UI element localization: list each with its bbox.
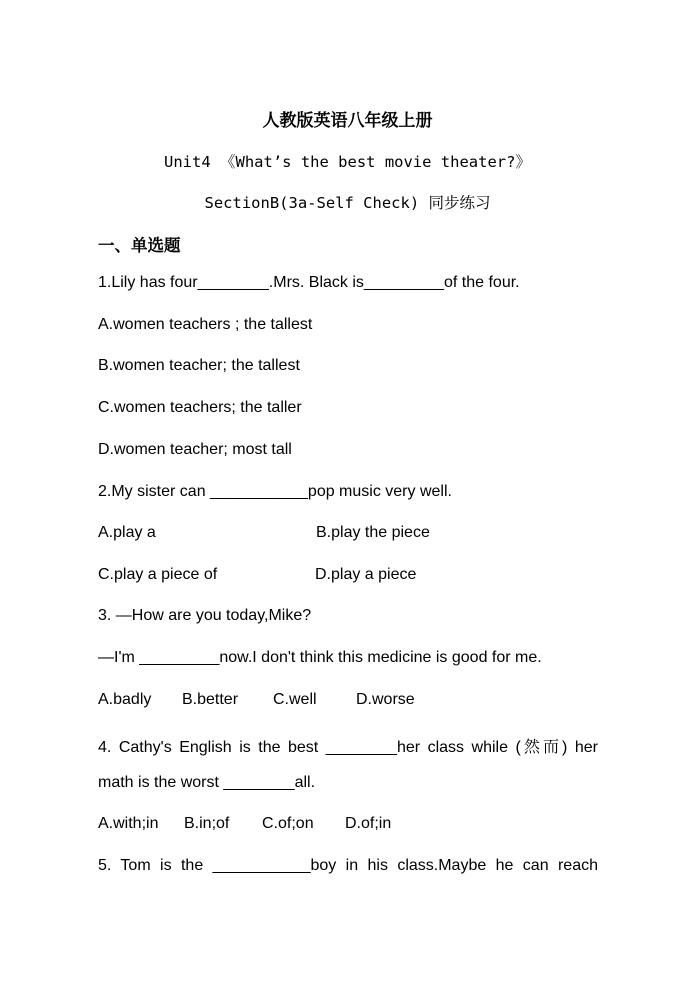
question-1-stem: 1.Lily has four________.Mrs. Black is_________of the four. bbox=[98, 274, 520, 291]
unit-subtitle: Unit4 《What’s the best movie theater?》 bbox=[164, 153, 531, 171]
document-title: 人教版英语八年级上册 bbox=[262, 111, 433, 131]
question-4-stem-continued: math is the worst ________all. bbox=[98, 774, 316, 791]
question-4-option-a: A.with;in bbox=[98, 815, 159, 832]
question-2-stem: 2.My sister can ___________pop music very well. bbox=[98, 483, 452, 500]
question-2-option-a: A.play a bbox=[98, 524, 156, 541]
question-3-option-b: B.better bbox=[182, 691, 239, 708]
question-2-option-d: D.play a piece bbox=[315, 566, 417, 583]
question-1-option-a: A.women teachers ; the tallest bbox=[98, 316, 313, 333]
question-1-option-b: B.women teacher; the tallest bbox=[98, 357, 300, 374]
question-1-option-d: D.women teacher; most tall bbox=[98, 441, 292, 458]
question-4-stem: 4. Cathy's English is the best ________her class while (然而) her bbox=[98, 739, 598, 756]
question-1-option-c: C.women teachers; the taller bbox=[98, 399, 302, 416]
section-subtitle: SectionB(3a-Self Check) 同步练习 bbox=[204, 194, 491, 212]
question-5-stem: 5. Tom is the ___________boy in his class.Maybe he can reach bbox=[98, 857, 598, 874]
question-4-option-b: B.in;of bbox=[184, 815, 230, 832]
question-3-stem: 3. —How are you today,Mike? bbox=[98, 607, 312, 624]
question-3-option-d: D.worse bbox=[356, 691, 415, 708]
question-4-option-d: D.of;in bbox=[345, 815, 392, 832]
question-2-option-b: B.play the piece bbox=[316, 524, 430, 541]
question-3-option-a: A.badly bbox=[98, 691, 152, 708]
question-2-option-c: C.play a piece of bbox=[98, 566, 218, 583]
question-4-option-c: C.of;on bbox=[262, 815, 314, 832]
question-3-option-c: C.well bbox=[273, 691, 317, 708]
section-heading: 一、单选题 bbox=[98, 236, 181, 255]
question-3-stem-continued: —I'm _________now.I don't think this medicine is good for me. bbox=[98, 649, 542, 666]
